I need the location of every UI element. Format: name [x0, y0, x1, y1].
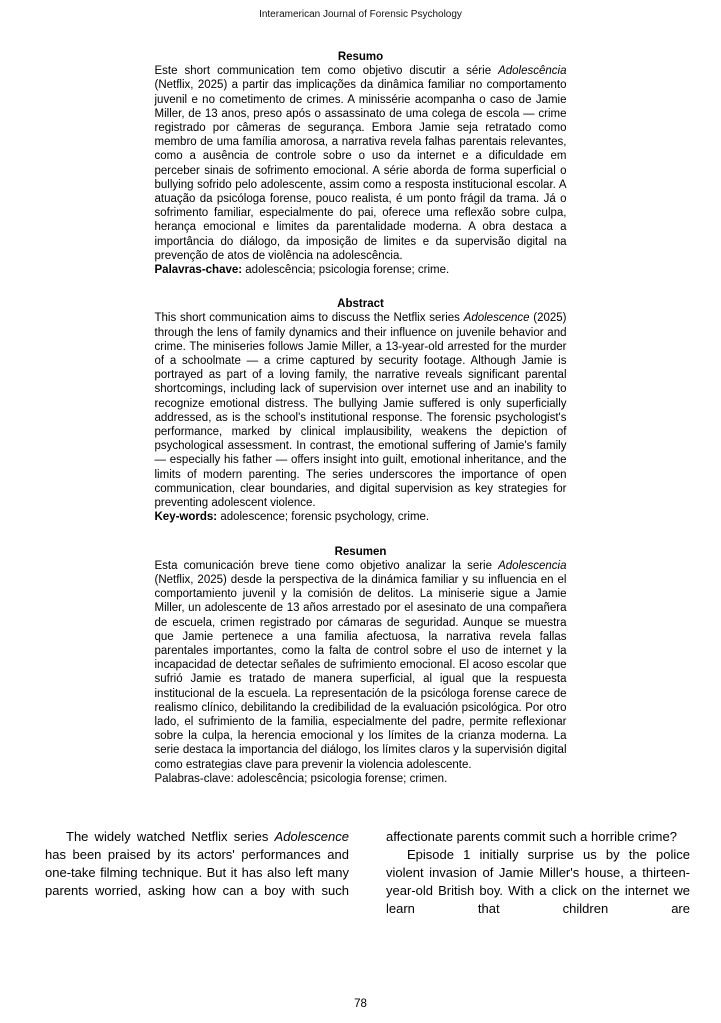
body-paragraph-1-continuation: affectionate parents commit such a horrible crime?	[386, 828, 677, 844]
article-body-columns	[45, 828, 690, 918]
resumo-heading: Resumo	[337, 51, 384, 63]
resumen-keywords-label: Palabras-clave:	[154, 772, 234, 785]
abstracts-container	[155, 50, 567, 786]
resumen-series-title: Adolescencia	[498, 559, 567, 572]
abstract-keywords-text: adolescence; forensic psychology, crime.	[217, 511, 430, 524]
resumen-paragraph	[155, 559, 567, 772]
resumo-paragraph	[155, 64, 567, 263]
abstract-series-title: Adolescence	[463, 312, 530, 325]
abstract-text-body: (2025) through the lens of family dynamics and their influence on juvenile behavior and crime. The miniseries follows Jamie Miller, a 13-year-old arrested for the murder of a schoolmate — a crime captured by security footage. Although Jamie is portrayed as part of a loving family, the narrative reveals significant parental shortcomings, including lack of supervision over internet use and an inability to recognize emotional distress. The bullying Jamie suffered is only superficially addressed, as is the school's institutional response. The forensic psychologist's performance, marked by clinical implausibility, weakens the depiction of psychological assessment. In contrast, the emotional suffering of Jamie's family — especially his father — offers insight into guilt, emotional inheritance, and the limits of modern parenting. The series underscores the importance of open communication, clear boundaries, and digital supervision as key strategies for preventing adolescent violence.	[154, 312, 567, 510]
body-paragraph-1-left	[45, 828, 349, 900]
resumo-text-body: (Netflix, 2025) a partir das implicações da dinâmica familiar no comportamento juvenil e no cometimento de crimes. A minissérie acompanha o caso de Jamie Miller, de 13 anos, preso após o assassinato de uma colega de escola — crime registrado por câmeras de segurança. Embora Jamie seja retratado como membro de uma família amorosa, a narrativa revela falhas parentais relevantes, como a ausência de controle sobre o uso da internet e a dificuldade em perceber sinais de sofrimento emocional. A série aborda de forma superficial o bullying sofrido pelo adolescente, assim como a resposta institucional escolar. A atuação da psicóloga forense, pouco realista, é um ponto frágil da trama. Já o sofrimento familiar, especialmente do pai, oferece uma reflexão sobre culpa, herança emocional e limites da parentalidade moderna. A obra destaca a importância do diálogo, da imposição de limites e da supervisão digital na prevenção de atos de violência na adolescência.	[154, 79, 567, 262]
body-p1-series-title: Adolescence	[274, 828, 349, 844]
resumo-keywords-text: adolescência; psicologia forense; crime.	[242, 264, 450, 277]
right-column	[386, 828, 690, 918]
abstract-text-intro: This short communication aims to discuss the Netflix series	[154, 312, 464, 325]
body-p1-rest: has been praised by its actors' performances and one-take filming technique. But it has also left many parents worried, asking how can a boy with such	[45, 846, 349, 898]
abstract-keywords-line	[155, 510, 567, 524]
body-p1-intro: The widely watched Netflix series	[66, 828, 275, 844]
abstract-keywords-label: Key-words:	[154, 511, 218, 524]
resumo-text-intro: Este short communication tem como objetivo discutir a série	[154, 65, 499, 78]
resumen-text-intro: Esta comunicación breve tiene como objetivo analizar la serie	[154, 559, 499, 572]
resumen-heading: Resumen	[334, 545, 387, 558]
resumen-keywords-line	[155, 772, 567, 786]
left-column	[45, 828, 349, 918]
page-number: 78	[354, 998, 367, 1010]
body-paragraph-2: Episode 1 initially surprise us by the police violent invasion of Jamie Miller's house, a thirteen-year-old British boy. With a click on the internet we learn that children are	[386, 846, 690, 916]
resumo-keywords-line	[155, 263, 567, 277]
resumo-keywords-label: Palavras-chave:	[154, 264, 243, 277]
resumen-text-body: (Netflix, 2025) desde la perspectiva de la dinámica familiar y su influencia en el comportamiento juvenil y la comisión de delitos. La miniserie sigue a Jamie Miller, un adolescente de 13 años arrestado por el asesinato de una compañera de escuela, crimen registrado por cámaras de seguridad. Aunque se muestra que Jamie pertenece a una familia afectuosa, la narrativa revela fallas parentales importantes, como la falta de control sobre el uso de internet y la incapacidad de detectar señales de sufrimiento emocional. El acoso escolar que sufrió Jamie es tratado de manera superficial, al igual que la respuesta institucional de la escuela. La representación de la psicóloga forense carece de realismo clínico, debilitando la credibilidad de la evaluación psicológica. Por otro lado, el sufrimiento de la familia, especialmente del padre, permite reflexionar sobre la culpa, la herencia emocional y los límites de la crianza moderna. La serie destaca la importancia del diálogo, los límites claros y la supervisión digital como estrategias clave para prevenir la violencia adolescente.	[154, 573, 567, 771]
abstract-paragraph	[155, 311, 567, 510]
resumo-series-title: Adolescência	[498, 65, 567, 78]
journal-title-running-head: Interamerican Journal of Forensic Psychology	[259, 9, 462, 20]
abstract-heading: Abstract	[337, 298, 384, 311]
resumen-keywords-text: adolescência; psicologia forense; crimen.	[233, 772, 448, 785]
